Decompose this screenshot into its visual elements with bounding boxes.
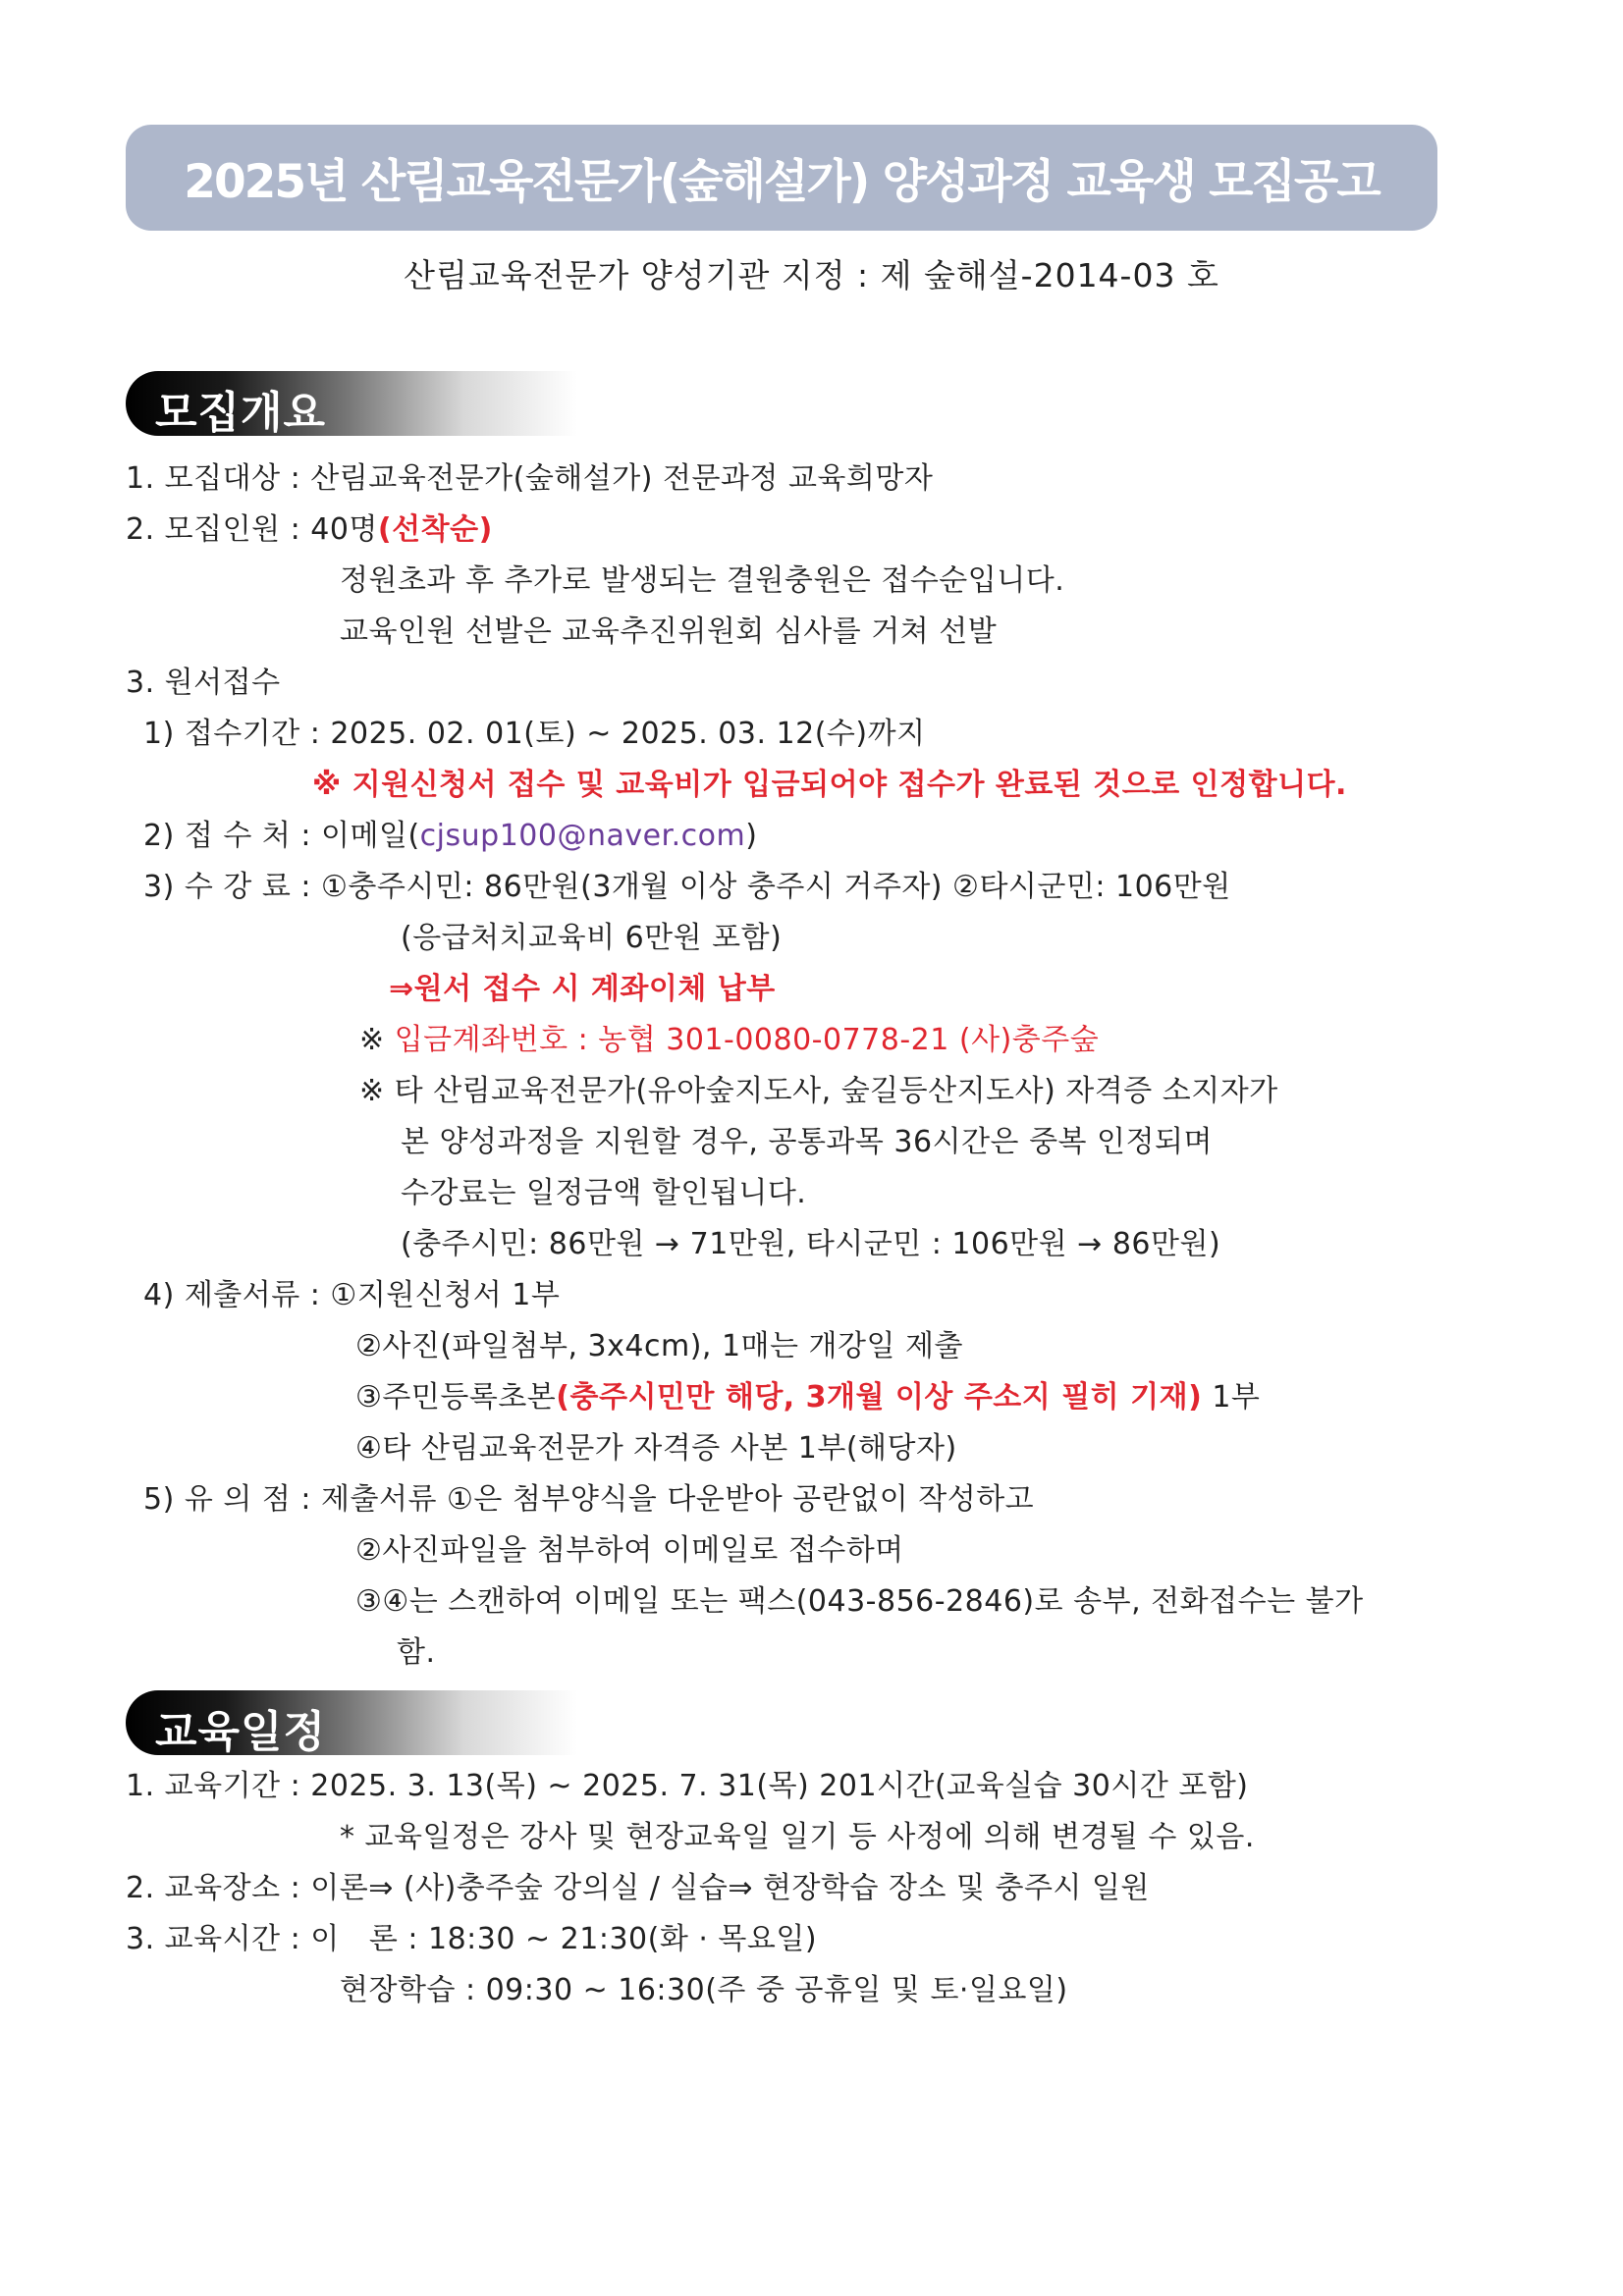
education-time-theory: 3. 교육시간 : 이 론 : 18:30 ~ 21:30(화 · 목요일): [126, 1922, 818, 1956]
documents-3-text: ③주민등록초본: [355, 1380, 557, 1415]
caution-3: ③④는 스캔하여 이메일 또는 팩스(043-856-2846)로 송부, 전화접수는 불가: [355, 1584, 1364, 1619]
section-title-schedule: 교육일정: [155, 1707, 327, 1757]
caution-1: 5) 유 의 점 : 제출서류 ①은 첨부양식을 다운받아 공란없이 작성하고: [143, 1482, 1035, 1517]
bank-account-mark: ※: [359, 1023, 395, 1057]
section-header-schedule: [126, 1690, 577, 1755]
documents-3: [355, 1378, 1260, 1417]
first-come-badge: (선착순): [377, 512, 493, 547]
discount-note-1: ※ 타 산림교육전문가(유아숲지도사, 숲길등산지도사) 자격증 소지자가: [359, 1074, 1278, 1108]
discount-note-3: 수강료는 일정금액 할인됩니다.: [401, 1176, 807, 1210]
application-period: 1) 접수기간 : 2025. 02. 01(토) ~ 2025. 03. 12(수)까지: [143, 717, 926, 751]
title-banner: [126, 125, 1437, 231]
recruit-target: 1. 모집대상 : 산림교육전문가(숲해설가) 전문과정 교육희망자: [126, 461, 934, 496]
recruit-note-2: 교육인원 선발은 교육추진위원회 심사를 거쳐 선발: [340, 614, 998, 649]
documents-4: ④타 산림교육전문가 자격증 사본 1부(해당자): [355, 1431, 957, 1466]
discount-note-2: 본 양성과정을 지원할 경우, 공통과목 36시간은 중복 인정되며: [401, 1125, 1213, 1159]
recruit-note-1: 정원초과 후 추가로 발생되는 결원충원은 접수순입니다.: [340, 563, 1065, 598]
designation-subtitle: 산림교육전문가 양성기관 지정 : 제 숲해설-2014-03 호: [404, 256, 1219, 294]
caution-2: ②사진파일을 첨부하여 이메일로 접수하며: [355, 1533, 904, 1568]
application-notice: ※ 지원신청서 접수 및 교육비가 입금되어야 접수가 완료된 것으로 인정합니다.: [312, 768, 1347, 802]
education-period-note: * 교육일정은 강사 및 현장교육일 일기 등 사정에 의해 변경될 수 있음.: [340, 1820, 1255, 1854]
recruit-count: [126, 510, 493, 550]
application-heading: 3. 원서접수: [126, 666, 281, 700]
education-time-field: 현장학습 : 09:30 ~ 16:30(주 중 공휴일 및 토·일요일): [340, 1973, 1068, 2007]
section-header-recruitment: [126, 371, 577, 436]
application-place-label: 2) 접 수 처 : 이메일(: [143, 819, 420, 853]
application-place-close: ): [745, 819, 758, 853]
documents-3-note: (충주시민만 해당, 3개월 이상 주소지 필히 기재): [556, 1380, 1203, 1415]
bank-account-number: 입금계좌번호 : 농협 301-0080-0778-21 (사)충주숲: [394, 1023, 1100, 1057]
documents-2: ②사진(파일첨부, 3x4cm), 1매는 개강일 제출: [355, 1329, 963, 1363]
documents-1: 4) 제출서류 : ①지원신청서 1부: [143, 1278, 561, 1312]
tuition-fee-note: (응급처치교육비 6만원 포함): [401, 921, 783, 955]
caution-4: 함.: [397, 1635, 436, 1670]
tuition-fee: 3) 수 강 료 : ①충주시민: 86만원(3개월 이상 충주시 거주자) ②타시군민: 106만원: [143, 870, 1231, 904]
education-period: 1. 교육기간 : 2025. 3. 13(목) ~ 2025. 7. 31(목) 201시간(교육실습 30시간 포함): [126, 1769, 1249, 1803]
payment-method: ⇒원서 접수 시 계좌이체 납부: [389, 972, 776, 1006]
bank-account: [359, 1021, 1099, 1060]
education-place: 2. 교육장소 : 이론⇒ (사)충주숲 강의실 / 실습⇒ 현장학습 장소 및 충주시 일원: [126, 1871, 1150, 1905]
page-title: 2025년 산림교육전문가(숲해설가) 양성과정 교육생 모집공고: [184, 154, 1380, 209]
application-place: [143, 817, 757, 856]
section-title-recruitment: 모집개요: [155, 388, 327, 438]
documents-3-count: 1부: [1202, 1380, 1261, 1415]
recruit-count-text: 2. 모집인원 : 40명: [126, 512, 378, 547]
email-link[interactable]: cjsup100@naver.com: [419, 819, 746, 853]
discount-note-4: (충주시민: 86만원 → 71만원, 타시군민 : 106만원 → 86만원): [401, 1227, 1221, 1261]
